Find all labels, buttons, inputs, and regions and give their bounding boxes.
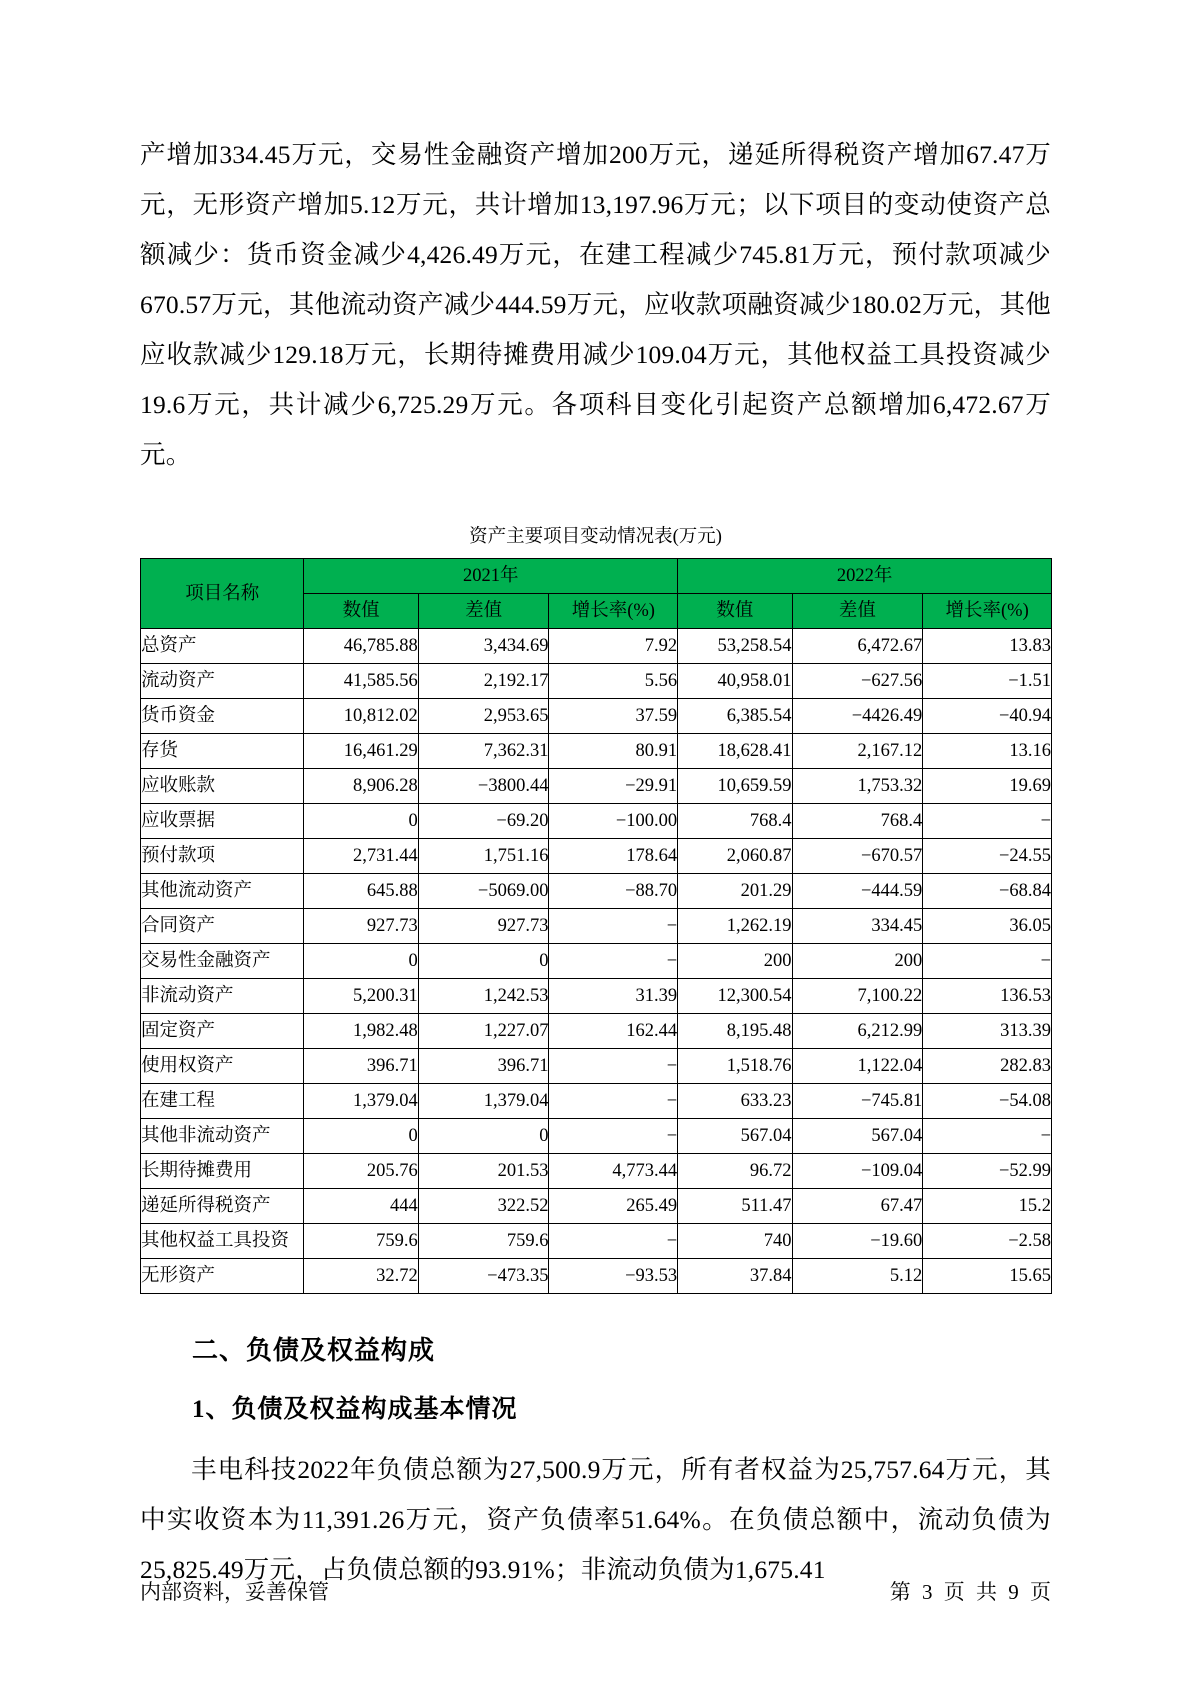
- cell-2021-diff: 3,434.69: [418, 629, 549, 664]
- cell-2022-rate: −2.58: [923, 1224, 1052, 1259]
- header-2022-value: 数值: [678, 594, 792, 629]
- cell-2021-rate: 5.56: [549, 664, 678, 699]
- header-2021-rate: 增长率(%): [549, 594, 678, 629]
- cell-2021-rate: −: [549, 1049, 678, 1084]
- header-year-2021: 2021年: [304, 559, 678, 594]
- paragraph-asset-change: 产增加334.45万元，交易性金融资产增加200万元，递延所得税资产增加67.47万元，无形资产增加5.12万元，共计增加13,197.96万元；以下项目的变动使资产总额减少：货币资金减少4,426.49万元，在建工程减少745.81万元，预付款项减少670.57万元，其他流动资产减少444.59万元，应收款项融资减少180.02万元，其他应收款减少129.18万元，长期待摊费用减少109.04万元，其他权益工具投资减少19.6万元，共计减少6,725.29万元。各项科目变化引起资产总额增加6,472.67万元。: [140, 140, 1051, 469]
- table-row: [141, 1049, 1052, 1084]
- table-row: [141, 909, 1052, 944]
- cell-2022-value: 6,385.54: [678, 699, 792, 734]
- cell-2021-diff: 759.6: [418, 1224, 549, 1259]
- cell-2021-diff: 2,192.17: [418, 664, 549, 699]
- cell-2022-rate: 15.2: [923, 1189, 1052, 1224]
- cell-2022-value: 10,659.59: [678, 769, 792, 804]
- table-row: [141, 734, 1052, 769]
- cell-2022-diff: 67.47: [792, 1189, 923, 1224]
- cell-2021-value: 645.88: [304, 874, 418, 909]
- cell-2021-value: 8,906.28: [304, 769, 418, 804]
- cell-2022-rate: −68.84: [923, 874, 1052, 909]
- asset-change-table: [140, 558, 1052, 1294]
- cell-2021-value: 927.73: [304, 909, 418, 944]
- table-row: [141, 839, 1052, 874]
- cell-2022-rate: −52.99: [923, 1154, 1052, 1189]
- row-label: 总资产: [141, 629, 304, 664]
- table-row: [141, 1224, 1052, 1259]
- cell-2022-diff: 1,753.32: [792, 769, 923, 804]
- cell-2021-value: 1,379.04: [304, 1084, 418, 1119]
- cell-2021-value: 10,812.02: [304, 699, 418, 734]
- header-item-name: 项目名称: [141, 559, 304, 629]
- cell-2021-rate: 80.91: [549, 734, 678, 769]
- row-label: 无形资产: [141, 1259, 304, 1294]
- row-label: 固定资产: [141, 1014, 304, 1049]
- cell-2021-rate: 31.39: [549, 979, 678, 1014]
- cell-2021-value: 205.76: [304, 1154, 418, 1189]
- cell-2021-diff: −3800.44: [418, 769, 549, 804]
- table-header: [141, 559, 1052, 629]
- cell-2021-diff: 396.71: [418, 1049, 549, 1084]
- cell-2021-value: 16,461.29: [304, 734, 418, 769]
- cell-2021-rate: 265.49: [549, 1189, 678, 1224]
- table-row: [141, 944, 1052, 979]
- footer-total-number: 9: [1008, 1580, 1019, 1604]
- footer-total-unit: 页: [1030, 1580, 1051, 1604]
- table-row: [141, 769, 1052, 804]
- header-2021-value: 数值: [304, 594, 418, 629]
- table-row: [141, 1014, 1052, 1049]
- cell-2022-value: 567.04: [678, 1119, 792, 1154]
- table-caption: 资产主要项目变动情况表(万元): [469, 527, 722, 547]
- cell-2022-value: 1,262.19: [678, 909, 792, 944]
- cell-2021-diff: −5069.00: [418, 874, 549, 909]
- cell-2021-rate: −93.53: [549, 1259, 678, 1294]
- row-label: 长期待摊费用: [141, 1154, 304, 1189]
- cell-2021-value: 396.71: [304, 1049, 418, 1084]
- header-2022-rate: 增长率(%): [923, 594, 1052, 629]
- section-heading: 二、负债及权益构成: [192, 1336, 436, 1365]
- table-row: [141, 1119, 1052, 1154]
- footer-total-label: 共: [976, 1580, 997, 1604]
- table-row: [141, 664, 1052, 699]
- cell-2021-rate: −100.00: [549, 804, 678, 839]
- cell-2021-diff: 1,242.53: [418, 979, 549, 1014]
- cell-2021-value: 32.72: [304, 1259, 418, 1294]
- cell-2022-diff: −109.04: [792, 1154, 923, 1189]
- row-label: 应收票据: [141, 804, 304, 839]
- table-row: [141, 979, 1052, 1014]
- cell-2022-rate: 13.16: [923, 734, 1052, 769]
- cell-2022-rate: 313.39: [923, 1014, 1052, 1049]
- cell-2022-value: 200: [678, 944, 792, 979]
- cell-2022-value: 633.23: [678, 1084, 792, 1119]
- row-label: 交易性金融资产: [141, 944, 304, 979]
- row-label: 应收账款: [141, 769, 304, 804]
- cell-2021-diff: −473.35: [418, 1259, 549, 1294]
- cell-2021-diff: −69.20: [418, 804, 549, 839]
- cell-2022-diff: 567.04: [792, 1119, 923, 1154]
- cell-2022-diff: 200: [792, 944, 923, 979]
- row-label: 使用权资产: [141, 1049, 304, 1084]
- cell-2021-diff: 1,227.07: [418, 1014, 549, 1049]
- cell-2021-rate: −: [549, 1224, 678, 1259]
- cell-2022-diff: −4426.49: [792, 699, 923, 734]
- cell-2022-value: 12,300.54: [678, 979, 792, 1014]
- cell-2021-diff: 1,751.16: [418, 839, 549, 874]
- cell-2022-rate: 282.83: [923, 1049, 1052, 1084]
- cell-2021-diff: 1,379.04: [418, 1084, 549, 1119]
- row-label: 流动资产: [141, 664, 304, 699]
- cell-2021-rate: −29.91: [549, 769, 678, 804]
- cell-2021-value: 444: [304, 1189, 418, 1224]
- cell-2021-rate: −: [549, 909, 678, 944]
- paragraph-liability-overview: 丰电科技2022年负债总额为27,500.9万元，所有者权益为25,757.64万元，其中实收资本为11,391.26万元，资产负债率51.64%。在负债总额中，流动负债为25,825.49万元，占负债总额的93.91%；非流动负债为1,675.41: [140, 1455, 1051, 1584]
- header-2022-diff: 差值: [792, 594, 923, 629]
- cell-2021-rate: 162.44: [549, 1014, 678, 1049]
- table-body: [141, 629, 1052, 1294]
- cell-2022-rate: −: [923, 1119, 1052, 1154]
- row-label: 非流动资产: [141, 979, 304, 1014]
- cell-2022-value: 37.84: [678, 1259, 792, 1294]
- cell-2022-diff: 7,100.22: [792, 979, 923, 1014]
- cell-2022-diff: −745.81: [792, 1084, 923, 1119]
- cell-2021-value: 0: [304, 944, 418, 979]
- cell-2021-value: 0: [304, 804, 418, 839]
- table-row: [141, 1084, 1052, 1119]
- cell-2021-diff: 7,362.31: [418, 734, 549, 769]
- cell-2022-rate: −1.51: [923, 664, 1052, 699]
- cell-2022-rate: 15.65: [923, 1259, 1052, 1294]
- row-label: 存货: [141, 734, 304, 769]
- cell-2022-value: 2,060.87: [678, 839, 792, 874]
- cell-2021-value: 759.6: [304, 1224, 418, 1259]
- table-row: [141, 1189, 1052, 1224]
- cell-2022-diff: 768.4: [792, 804, 923, 839]
- header-year-2022: 2022年: [678, 559, 1052, 594]
- cell-2021-rate: −: [549, 1084, 678, 1119]
- cell-2021-value: 0: [304, 1119, 418, 1154]
- table-row: [141, 1154, 1052, 1189]
- footer-page-unit: 页: [943, 1580, 965, 1604]
- cell-2021-diff: 927.73: [418, 909, 549, 944]
- cell-2021-diff: 0: [418, 1119, 549, 1154]
- subsection-heading: 1、负债及权益构成基本情况: [192, 1396, 518, 1423]
- cell-2021-rate: −88.70: [549, 874, 678, 909]
- cell-2022-diff: 6,472.67: [792, 629, 923, 664]
- cell-2022-value: 201.29: [678, 874, 792, 909]
- cell-2022-diff: −19.60: [792, 1224, 923, 1259]
- row-label: 递延所得税资产: [141, 1189, 304, 1224]
- cell-2022-diff: 5.12: [792, 1259, 923, 1294]
- row-label: 货币资金: [141, 699, 304, 734]
- cell-2022-rate: −54.08: [923, 1084, 1052, 1119]
- cell-2022-value: 96.72: [678, 1154, 792, 1189]
- cell-2022-rate: −: [923, 804, 1052, 839]
- cell-2022-value: 18,628.41: [678, 734, 792, 769]
- cell-2021-rate: −: [549, 944, 678, 979]
- cell-2022-value: 1,518.76: [678, 1049, 792, 1084]
- cell-2022-value: 768.4: [678, 804, 792, 839]
- table-row: [141, 874, 1052, 909]
- row-label: 其他非流动资产: [141, 1119, 304, 1154]
- cell-2021-value: 2,731.44: [304, 839, 418, 874]
- cell-2021-value: 41,585.56: [304, 664, 418, 699]
- cell-2021-rate: 178.64: [549, 839, 678, 874]
- page-footer: [140, 1576, 1051, 1606]
- cell-2022-diff: 2,167.12: [792, 734, 923, 769]
- cell-2021-value: 5,200.31: [304, 979, 418, 1014]
- cell-2022-rate: −40.94: [923, 699, 1052, 734]
- cell-2022-diff: −670.57: [792, 839, 923, 874]
- table-row: [141, 629, 1052, 664]
- table-row: [141, 804, 1052, 839]
- cell-2022-rate: 19.69: [923, 769, 1052, 804]
- footer-page-number: 3: [922, 1580, 933, 1604]
- cell-2021-diff: 2,953.65: [418, 699, 549, 734]
- cell-2021-rate: 4,773.44: [549, 1154, 678, 1189]
- cell-2021-diff: 201.53: [418, 1154, 549, 1189]
- cell-2022-diff: 6,212.99: [792, 1014, 923, 1049]
- cell-2021-rate: −: [549, 1119, 678, 1154]
- cell-2022-diff: 1,122.04: [792, 1049, 923, 1084]
- row-label: 其他权益工具投资: [141, 1224, 304, 1259]
- cell-2021-rate: 7.92: [549, 629, 678, 664]
- row-label: 合同资产: [141, 909, 304, 944]
- cell-2022-rate: 13.83: [923, 629, 1052, 664]
- cell-2021-diff: 322.52: [418, 1189, 549, 1224]
- footer-note: 内部资料，妥善保管: [140, 1580, 329, 1604]
- cell-2022-value: 53,258.54: [678, 629, 792, 664]
- table-header-row-1: [141, 559, 1052, 594]
- row-label: 在建工程: [141, 1084, 304, 1119]
- cell-2022-diff: 334.45: [792, 909, 923, 944]
- cell-2022-diff: −444.59: [792, 874, 923, 909]
- cell-2022-rate: −: [923, 944, 1052, 979]
- table-row: [141, 699, 1052, 734]
- header-2021-diff: 差值: [418, 594, 549, 629]
- cell-2021-value: 1,982.48: [304, 1014, 418, 1049]
- cell-2022-rate: 36.05: [923, 909, 1052, 944]
- cell-2022-value: 740: [678, 1224, 792, 1259]
- row-label: 预付款项: [141, 839, 304, 874]
- cell-2022-diff: −627.56: [792, 664, 923, 699]
- footer-pagination: [884, 1576, 1051, 1606]
- table-row: [141, 1259, 1052, 1294]
- row-label: 其他流动资产: [141, 874, 304, 909]
- cell-2021-diff: 0: [418, 944, 549, 979]
- cell-2022-value: 511.47: [678, 1189, 792, 1224]
- cell-2022-rate: −24.55: [923, 839, 1052, 874]
- cell-2022-value: 8,195.48: [678, 1014, 792, 1049]
- cell-2021-value: 46,785.88: [304, 629, 418, 664]
- cell-2021-rate: 37.59: [549, 699, 678, 734]
- cell-2022-rate: 136.53: [923, 979, 1052, 1014]
- footer-page-label: 第: [889, 1580, 911, 1604]
- cell-2022-value: 40,958.01: [678, 664, 792, 699]
